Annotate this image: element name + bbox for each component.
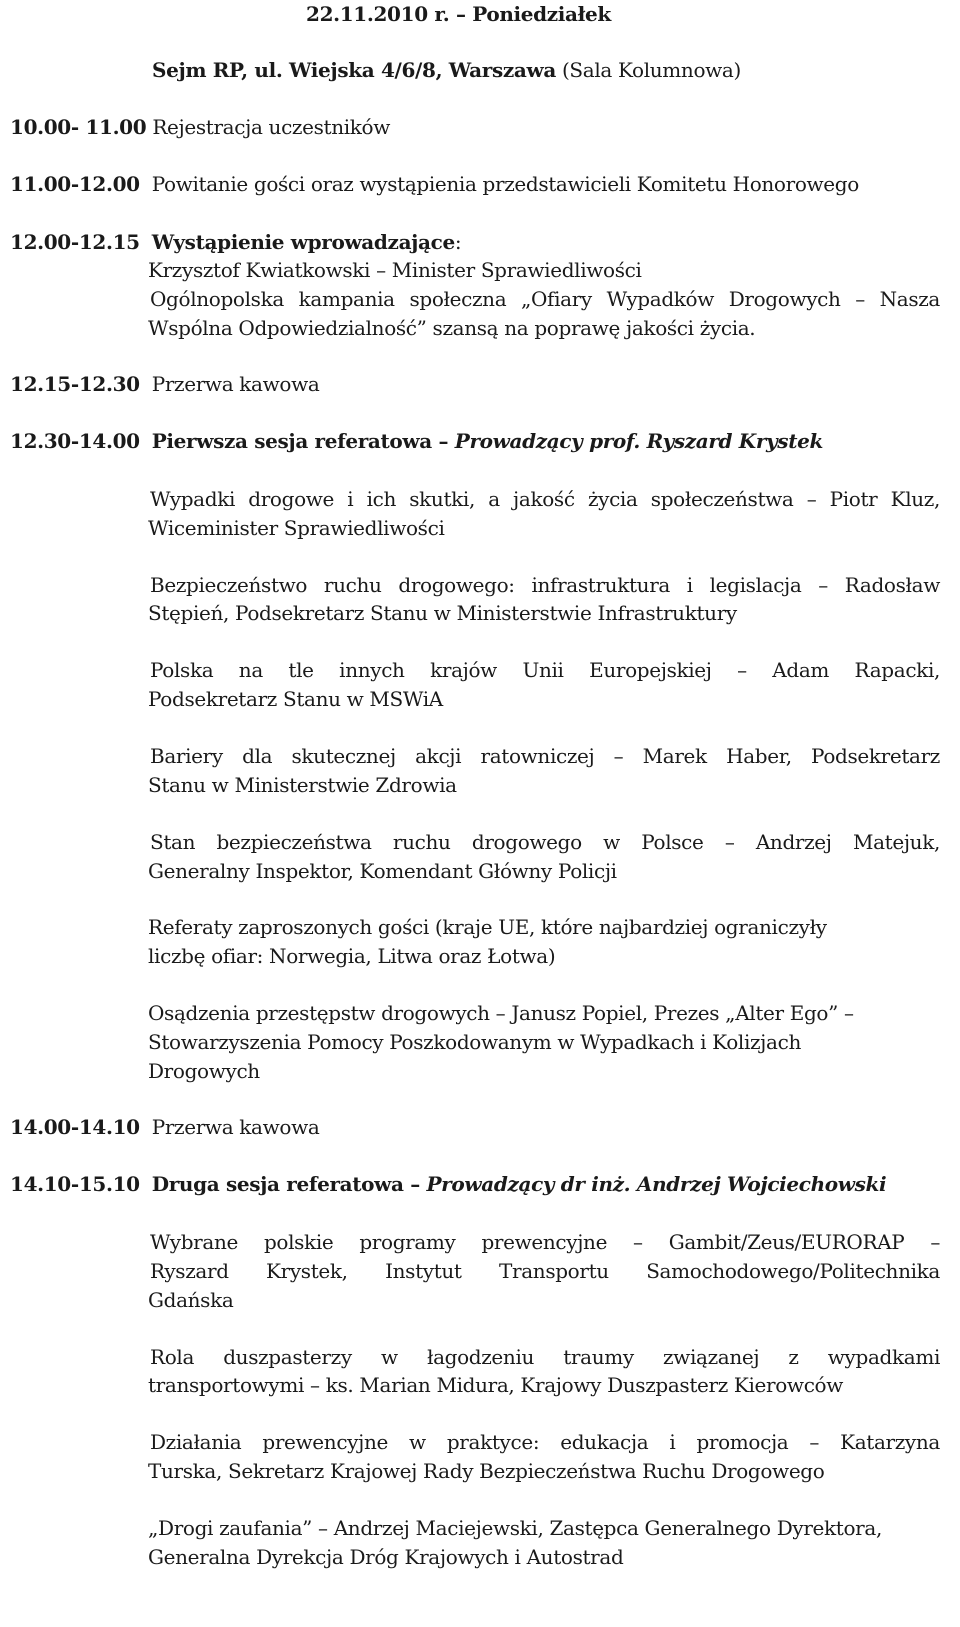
talk-4-line-1: Bariery dla skutecznej akcji ratowniczej – Marek Haber, Podsekretarz [150,744,940,768]
talk-10-line-2: Turska, Sekretarz Krajowej Rady Bezpieczeństwa Ruchu Drogowego [148,1459,825,1483]
schedule-item-intro [10,228,461,256]
session-title: Pierwsza sesja referatowa – [151,429,455,453]
intro-speaker: Krzysztof Kwiatkowski – Minister Sprawiedliwości [148,258,642,282]
session-chair: Prowadzący dr inż. Andrzej Wojciechowski [426,1172,887,1196]
session-chair: Prowadzący prof. Ryszard Krystek [454,429,823,453]
time-range: 12.00-12.15 [10,230,140,254]
venue-address: Sejm RP, ul. Wiejska 4/6/8, Warszawa [152,58,556,82]
talk-8-line-3: Gdańska [148,1288,234,1312]
talk-3-line-1: Polska na tle innych krajów Unii Europejskiej – Adam Rapacki, [150,658,940,682]
time-range: 10.00- 11.00 [10,115,147,139]
schedule-title: Przerwa kawowa [151,372,320,396]
intro-campaign-line-2: Wspólna Odpowiedzialność” szansą na poprawę jakości życia. [148,316,756,340]
talk-11-line-1: „Drogi zaufania” – Andrzej Maciejewski, Zastępca Generalnego Dyrektora, [148,1516,882,1540]
talk-10-line-1: Działania prewencyjne w praktyce: edukacja i promocja – Katarzyna [150,1430,940,1454]
venue-line [152,56,741,84]
talk-5-line-1: Stan bezpieczeństwa ruchu drogowego w Polsce – Andrzej Matejuk, [150,830,940,854]
talk-7-line-3: Drogowych [148,1059,260,1083]
schedule-item-coffee-2 [10,1113,319,1141]
talk-9-line-2: transportowymi – ks. Marian Midura, Krajowy Duszpasterz Kierowców [148,1373,844,1397]
talk-3-line-2: Podsekretarz Stanu w MSWiA [148,687,443,711]
schedule-item-registration [10,113,390,141]
schedule-item-welcome [10,170,859,198]
talk-8-line-1: Wybrane polskie programy prewencyjne – Gambit/Zeus/EURORAP – [150,1230,940,1254]
document-date: 22.11.2010 r. – Poniedziałek [306,2,611,26]
talk-6-line-2: liczbę ofiar: Norwegia, Litwa oraz Łotwa) [148,944,556,968]
schedule-title: Wystąpienie wprowadzające [151,230,455,254]
schedule-title: Przerwa kawowa [151,1115,320,1139]
schedule-title: Powitanie gości oraz wystąpienia przedstawicieli Komitetu Honorowego [151,172,859,196]
talk-2-line-2: Stępień, Podsekretarz Stanu w Ministerstwie Infrastruktury [148,601,737,625]
schedule-title: Rejestracja uczestników [152,115,391,139]
schedule-item-coffee-1 [10,370,319,398]
session-title: Druga sesja referatowa – [151,1172,427,1196]
talk-2-line-1: Bezpieczeństwo ruchu drogowego: infrastruktura i legislacja – Radosław [150,573,940,597]
intro-campaign-line-1: Ogólnopolska kampania społeczna „Ofiary Wypadków Drogowych – Nasza [150,287,940,311]
schedule-item-session-2 [10,1170,886,1198]
schedule-title-colon: : [454,230,462,254]
talk-8-line-2: Ryszard Krystek, Instytut Transportu Samochodowego/Politechnika [150,1259,940,1283]
talk-9-line-1: Rola duszpasterzy w łagodzeniu traumy związanej z wypadkami [150,1345,940,1369]
talk-6-line-1: Referaty zaproszonych gości (kraje UE, które najbardziej ograniczyły [148,915,827,939]
talk-1-line-2: Wiceminister Sprawiedliwości [148,516,445,540]
talk-5-line-2: Generalny Inspektor, Komendant Główny Policji [148,859,617,883]
time-range: 11.00-12.00 [10,172,140,196]
time-range: 14.10-15.10 [10,1172,140,1196]
talk-7-line-1: Osądzenia przestępstw drogowych – Janusz Popiel, Prezes „Alter Ego” – [148,1001,854,1025]
talk-1-line-1: Wypadki drogowe i ich skutki, a jakość życia społeczeństwa – Piotr Kluz, [150,487,940,511]
venue-room: (Sala Kolumnowa) [555,58,741,82]
talk-7-line-2: Stowarzyszenia Pomocy Poszkodowanym w Wypadkach i Kolizjach [148,1030,801,1054]
schedule-item-session-1 [10,427,823,455]
talk-11-line-2: Generalna Dyrekcja Dróg Krajowych i Autostrad [148,1545,624,1569]
time-range: 14.00-14.10 [10,1115,140,1139]
time-range: 12.30-14.00 [10,429,140,453]
talk-4-line-2: Stanu w Ministerstwie Zdrowia [148,773,457,797]
time-range: 12.15-12.30 [10,372,140,396]
